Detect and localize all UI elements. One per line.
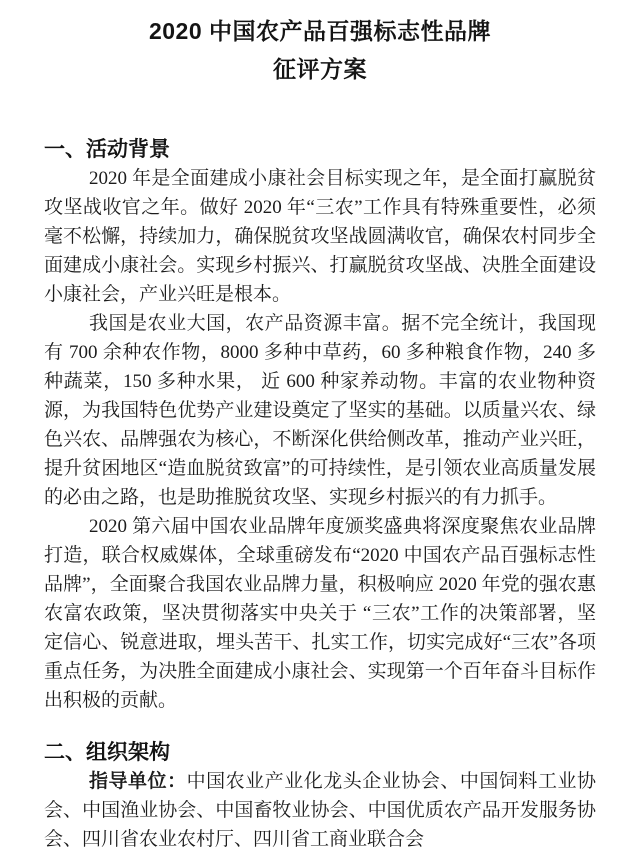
paragraph-guiding-units bbox=[44, 767, 596, 854]
paragraph-background-2: 我国是农业大国，农产品资源丰富。据不完全统计，我国现有 700 余种农作物，8000 多种中草药，60 多种粮食作物，240 多种蔬菜，150 多种水果， 近 600 种家养动物。丰富的农业物种资源，为我国特色优势产业建设奠定了坚实的基础。以质量兴农、绿色兴农、品牌强农为核心，不断深化供给侧改革，推动产业兴旺，提升贫困地区“造血脱贫致富”的可持续性，是引领农业高质量发展的必由之路，也是助推脱贫攻坚、实现乡村振兴的有力抓手。 bbox=[44, 313, 596, 508]
guiding-units-text: 中国农业产业化龙头企业协会、中国饲料工业协会、中国渔业协会、中国畜牧业协会、中国优质农产品开发服务协会、四川省农业农村厅、四川省工商业联合会 bbox=[44, 771, 596, 850]
document-title-line2: 征评方案 bbox=[273, 56, 367, 82]
paragraph-background-1: 2020 年是全面建成小康社会目标实现之年，是全面打赢脱贫攻坚战收官之年。做好 2020 年“三农”工作具有特殊重要性，必须毫不松懈，持续加力，确保脱贫攻坚战圆满收官，确保农村同步全面建成小康社会。实现乡村振兴、打赢脱贫攻坚战、决胜全面建设小康社会，产业兴旺是根本。 bbox=[44, 168, 596, 305]
guiding-units-label: 指导单位： bbox=[89, 771, 187, 792]
section-heading-activity-background: 一、活动背景 bbox=[44, 138, 170, 161]
paragraph-background-3: 2020 第六届中国农业品牌年度颁奖盛典将深度聚焦农业品牌打造，联合权威媒体，全球重磅发布“2020 中国农产品百强标志性品牌”，全面聚合我国农业品牌力量，积极响应 2020 年党的强农惠农富农政策，坚决贯彻落实中央关于 “三农”工作的决策部署，坚定信心、锐意进取，埋头苦干、扎实工作，切实完成好“三农”各项重点任务，为决胜全面建成小康社会、实现第一个百年奋斗目标作出积极的贡献。 bbox=[44, 516, 596, 711]
section-heading-organization: 二、组织架构 bbox=[44, 741, 170, 764]
document-title-line1: 2020 中国农产品百强标志性品牌 bbox=[148, 18, 492, 44]
document-title bbox=[44, 12, 596, 88]
